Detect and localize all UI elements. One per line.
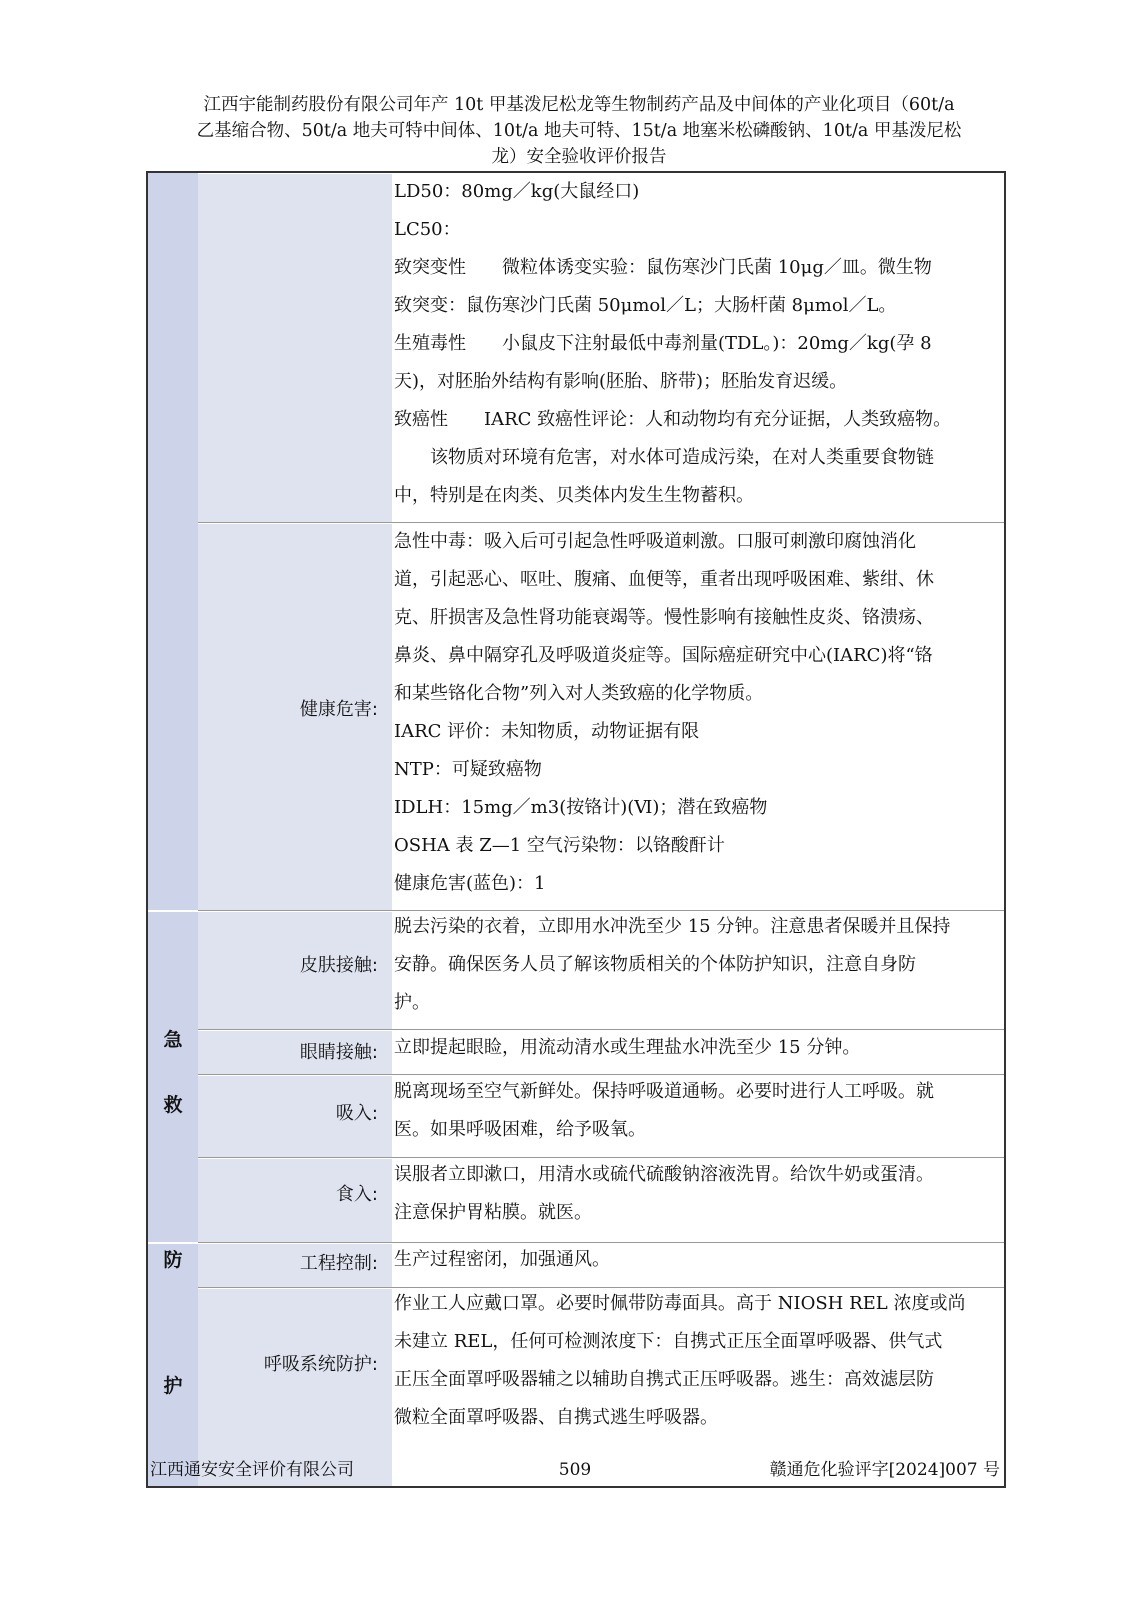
health-line: 克、肝损害及急性肾功能衰竭等。慢性影响有接触性皮炎、铬溃疡、	[394, 607, 934, 628]
respiratory-line: 微粒全面罩呼吸器、自携式逃生呼吸器。	[394, 1407, 718, 1428]
protection-char-2: 护	[163, 1375, 183, 1397]
inhalation-line: 医。如果呼吸困难，给予吸氧。	[394, 1119, 646, 1140]
health-line: 健康危害(蓝色)：1	[394, 873, 546, 894]
skin-contact-label: 皮肤接触:	[299, 955, 378, 976]
section-separator	[148, 910, 198, 912]
respiratory-line: 作业工人应戴口罩。必要时佩带防毒面具。高于 NIOSH REL 浓度或尚	[394, 1293, 966, 1314]
inhalation-label-cell	[198, 1075, 392, 1157]
engineering-label-cell	[198, 1243, 392, 1287]
health-line: 和某些铬化合物”列入对人类致癌的化学物质。	[394, 683, 764, 704]
engineering-line: 生产过程密闭，加强通风。	[394, 1249, 610, 1270]
toxicity-line: 致突变：鼠伤寒沙门氏菌 50μmol／L；大肠杆菌 8μmol／L。	[394, 295, 897, 316]
ingestion-content	[394, 1156, 998, 1232]
health-line: OSHA 表 Z—1 空气污染物：以铬酸酐计	[394, 835, 725, 856]
engineering-control-label: 工程控制:	[299, 1253, 378, 1274]
eye-contact-content	[394, 1029, 998, 1067]
toxicity-label-cell	[198, 173, 392, 522]
skin-line: 脱去污染的衣着，立即用水冲洗至少 15 分钟。注意患者保暖并且保持	[394, 916, 951, 937]
inhalation-label: 吸入:	[335, 1103, 378, 1124]
respiratory-line: 正压全面罩呼吸器辅之以辅助自携式正压呼吸器。逃生：高效滤层防	[394, 1369, 934, 1390]
health-line: IDLH：15mg／m3(按铬计)(Ⅵ)；潜在致癌物	[394, 797, 768, 818]
respiratory-label-cell	[198, 1288, 392, 1486]
health-line: NTP：可疑致癌物	[394, 759, 542, 780]
toxicity-content	[394, 173, 998, 515]
skin-line: 护。	[394, 992, 430, 1013]
protection-char-1: 防	[163, 1249, 183, 1271]
environment-line: 该物质对环境有危害，对水体可造成污染，在对人类重要食物链	[430, 447, 934, 468]
inhalation-content	[394, 1073, 998, 1149]
header-line-1: 江西宇能制药股份有限公司年产 10t 甲基泼尼松龙等生物制药产品及中间体的产业化项目（60t/a	[203, 95, 955, 115]
ingestion-label: 食入:	[335, 1184, 378, 1205]
ingestion-line: 误服者立即漱口，用清水或硫代硫酸钠溶液洗胃。给饮牛奶或蛋清。	[394, 1164, 934, 1185]
footer-doc-code: 赣通危化验评字[2024]007 号	[769, 1460, 1000, 1480]
ingestion-line: 注意保护胃粘膜。就医。	[394, 1202, 592, 1223]
toxicity-line: 致突变性 微粒体诱变实验：鼠伤寒沙门氏菌 10μg／皿。微生物	[394, 257, 932, 278]
eye-line: 立即提起眼睑，用流动清水或生理盐水冲洗至少 15 分钟。	[394, 1037, 861, 1058]
health-line: 急性中毒：吸入后可引起急性呼吸道刺激。口服可刺激印腐蚀消化	[394, 531, 916, 552]
skin-line: 安静。确保医务人员了解该物质相关的个体防护知识，注意自身防	[394, 954, 916, 975]
health-line: IARC 评价：未知物质，动物证据有限	[394, 721, 700, 742]
toxicity-line: LD50：80mg／kg(大鼠经口)	[394, 181, 640, 202]
health-line: 鼻炎、鼻中隔穿孔及呼吸道炎症等。国际癌症研究中心(IARC)将“铬	[394, 645, 933, 666]
toxicity-line: 天)，对胚胎外结构有影响(胚胎、脐带)；胚胎发育迟缓。	[394, 371, 848, 392]
section-separator	[148, 1242, 198, 1244]
respiratory-protection-label: 呼吸系统防护:	[263, 1354, 378, 1375]
respiratory-line: 未建立 REL，任何可检测浓度下：自携式正压全面罩呼吸器、供气式	[394, 1331, 943, 1352]
inhalation-line: 脱离现场至空气新鲜处。保持呼吸道通畅。必要时进行人工呼吸。就	[394, 1081, 934, 1102]
first-aid-char-1: 急	[163, 1029, 183, 1051]
first-aid-char-2: 救	[163, 1094, 183, 1116]
section-column	[148, 173, 198, 1486]
toxicity-line: 生殖毒性 小鼠皮下注射最低中毒剂量(TDL。)：20mg／kg(孕 8	[394, 333, 932, 354]
page-header	[150, 92, 1008, 170]
eye-contact-label: 眼睛接触:	[299, 1042, 378, 1063]
health-hazard-label: 健康危害:	[299, 699, 378, 720]
ingestion-label-cell	[198, 1158, 392, 1242]
header-line-2: 乙基缩合物、50t/a 地夫可特中间体、10t/a 地夫可特、15t/a 地塞米松磷酸钠、10t/a 甲基泼尼松	[196, 121, 962, 141]
health-content	[394, 523, 998, 903]
footer-page-number: 509	[558, 1460, 592, 1480]
skin-contact-content	[394, 908, 998, 1022]
engineering-control-content	[394, 1241, 998, 1279]
skin-label-cell	[198, 911, 392, 1029]
health-label-cell	[198, 523, 392, 910]
msds-table	[146, 171, 1006, 1488]
footer-company: 江西通安安全评价有限公司	[150, 1460, 354, 1480]
toxicity-line: LC50：	[394, 219, 461, 240]
health-line: 道，引起恶心、呕吐、腹痛、血便等，重者出现呼吸困难、紫绀、休	[394, 569, 934, 590]
eye-label-cell	[198, 1030, 392, 1074]
respiratory-protection-content	[394, 1285, 998, 1437]
toxicity-line: 致癌性 IARC 致癌性评论：人和动物均有充分证据，人类致癌物。	[394, 409, 952, 430]
header-line-3: 龙）安全验收评价报告	[491, 147, 667, 167]
environment-line: 中，特别是在肉类、贝类体内发生生物蓄积。	[394, 485, 754, 506]
